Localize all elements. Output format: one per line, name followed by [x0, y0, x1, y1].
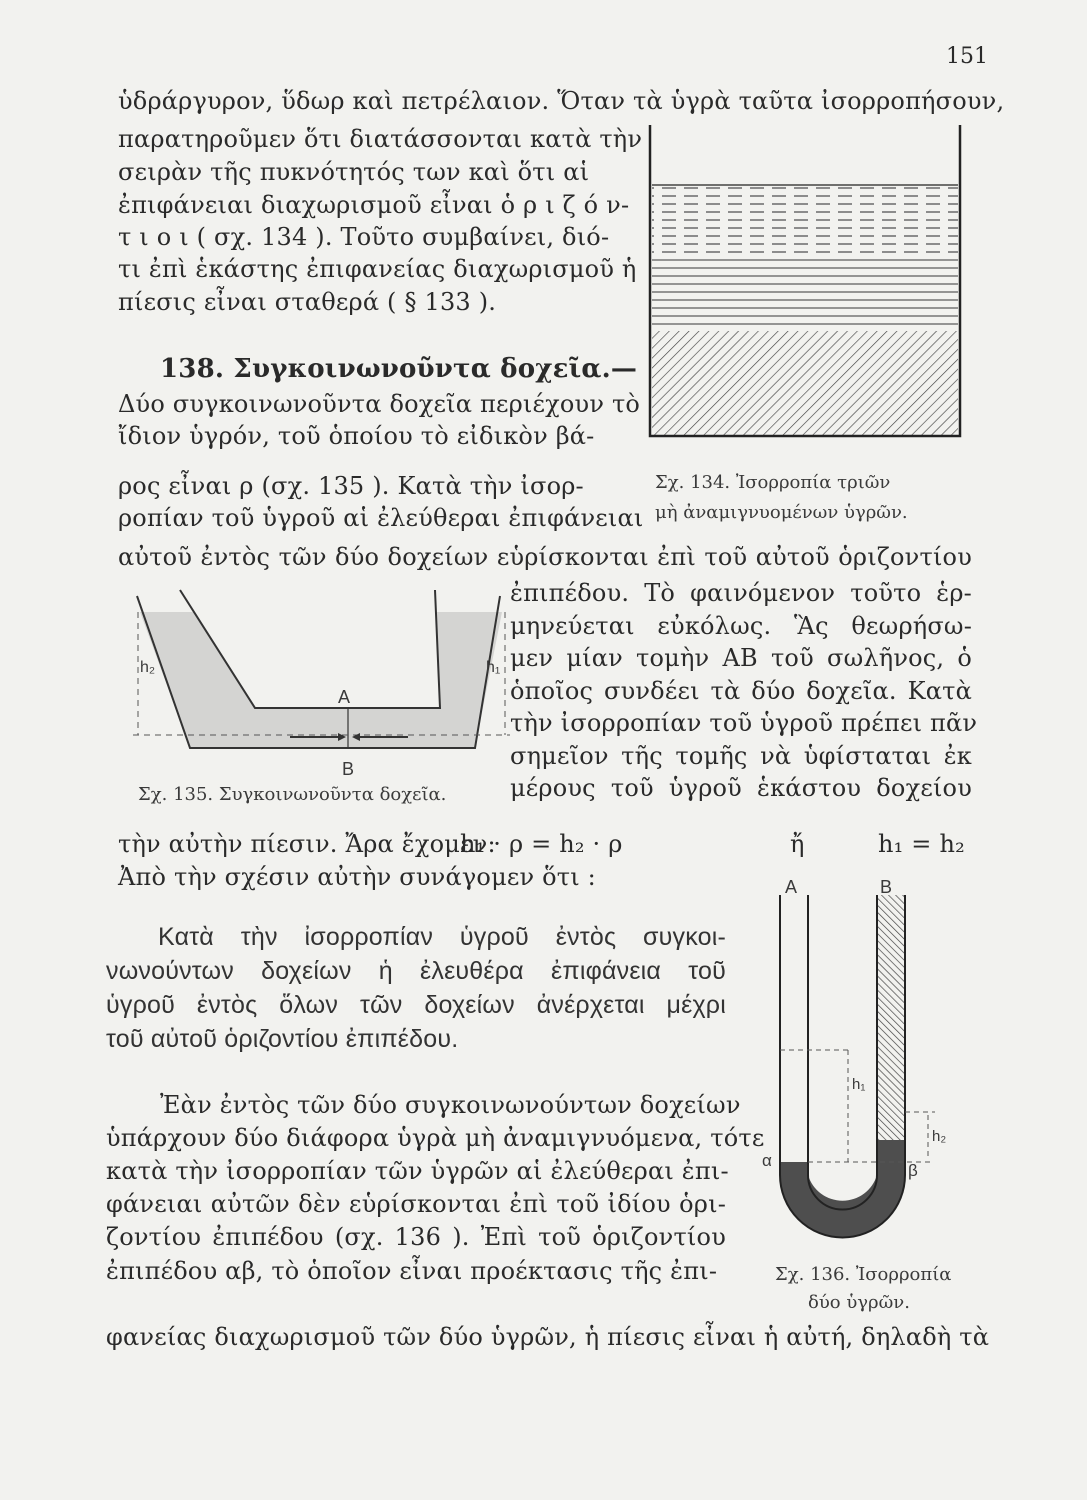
text-line: ἴδιον ὑγρόν, τοῦ ὁποίου τὸ εἰδικὸν βά-	[118, 422, 595, 450]
section-heading: 138. Συγκοινωνοῦντα δοχεῖα.—	[160, 354, 638, 384]
figure-135-communicating-vessels	[133, 590, 510, 748]
text-line: κατὰ τὴν ἰσορροπίαν τῶν ὑγρῶν αἱ ἐλεύθεραι ἐπι-	[106, 1157, 729, 1185]
rule-line: Κατὰ τὴν ἰσορροπίαν ὑγροῦ ἐντὸς συγκοι-	[158, 923, 726, 951]
light-liquid-column	[877, 895, 905, 1140]
mercury	[780, 1140, 905, 1238]
text-line: ὁποῖος συνδέει τὰ δύο δοχεῖα. Κατὰ	[510, 677, 972, 705]
label-b-top: B	[880, 877, 893, 897]
label-a: A	[338, 687, 351, 707]
label-a-top: A	[785, 877, 798, 897]
text-line: ὑπάρχουν δύο διάφορα ὑγρὰ μὴ ἀναμιγνυόμενα, τότε	[106, 1124, 765, 1152]
label-h2: h₂	[140, 659, 156, 676]
figure-134-caption: Σχ. 134. Ἰσορροπία τριῶν	[655, 472, 891, 493]
text-line: τὴν αὐτὴν πίεσιν. Ἄρα ἔχομεν:	[118, 830, 496, 858]
label-beta: β	[908, 1161, 918, 1180]
label-h2: h₂	[932, 1128, 947, 1145]
label-h1: h₁	[486, 659, 501, 676]
figure-134-caption: μὴ ἀναμιγνυομένων ὑγρῶν.	[655, 502, 908, 523]
text-line: ἐπιπέδου. Τὸ φαινόμενον τοῦτο ἑρ-	[510, 579, 972, 607]
text-line: ζοντίου ἐπιπέδου (σχ. 136 ). Ἐπὶ τοῦ ὁριζοντίου	[106, 1223, 726, 1251]
figure-136-caption: Σχ. 136. Ἰσορροπία	[775, 1264, 952, 1285]
text-line: φανείας διαχωρισμοῦ τῶν δύο ὑγρῶν, ἡ πίεσις εἶναι ἡ αὐτή, δηλαδὴ τὰ	[106, 1323, 990, 1351]
equation: h₁ = h₂	[878, 830, 965, 858]
figure-136-u-tube	[780, 895, 935, 1238]
text-line: πίεσις εἶναι σταθερά ( § 133 ).	[118, 288, 497, 316]
rule-line: νωνούντων δοχείων ἡ ἐλευθέρα ἐπιφάνεια τοῦ	[106, 957, 726, 985]
text-line: φάνειαι αὐτῶν δὲν εὑρίσκονται ἐπὶ τοῦ ἰδίου ὁρι-	[106, 1190, 726, 1218]
figure-136-caption: δύο ὑγρῶν.	[808, 1292, 910, 1313]
text-line: παρατηροῦμεν ὅτι διατάσσονται κατὰ τὴν	[118, 125, 643, 153]
text-line: σειρὰν τῆς πυκνότητός των καὶ ὅτι αἱ	[118, 158, 590, 186]
figure-135-caption: Σχ. 135. Συγκοινωνοῦντα δοχεῖα.	[138, 784, 447, 805]
text-line: Ἐὰν ἐντὸς τῶν δύο συγκοινωνούντων δοχείων	[160, 1091, 741, 1119]
liquid-layer-middle	[652, 253, 958, 331]
text-line: τὴν ἰσορροπίαν τοῦ ὑγροῦ πρέπει πᾶν	[510, 709, 978, 737]
equation: h₁ · ρ = h₂ · ρ	[460, 830, 623, 858]
liquid-layer-bottom	[652, 331, 958, 435]
label-h1: h₁	[852, 1076, 866, 1093]
liquid-layer-top	[652, 185, 958, 253]
text-line: Ἀπὸ τὴν σχέσιν αὐτὴν συνάγομεν ὅτι :	[118, 863, 596, 891]
page-number: 151	[946, 44, 988, 69]
text-line: τ ι ο ι ( σχ. 134 ). Τοῦτο συμβαίνει, διό-	[118, 223, 610, 251]
text-line: ρος εἶναι ρ (σχ. 135 ). Κατὰ τὴν ἰσορ-	[118, 472, 584, 500]
rule-line: ὑγροῦ ἐντὸς ὅλων τῶν δοχείων ἀνέρχεται μέχρι	[106, 991, 726, 1019]
text-line: σημεῖον τῆς τομῆς νὰ ὑφίσταται ἐκ	[510, 742, 972, 770]
label-alpha: α	[762, 1151, 772, 1170]
rule-line: τοῦ αὐτοῦ ὁριζοντίου ἐπιπέδου.	[106, 1025, 459, 1053]
text-line: αὐτοῦ ἐντὸς τῶν δύο δοχείων εὑρίσκονται ἐπὶ τοῦ αὐτοῦ ὁριζοντίου	[118, 543, 972, 571]
text-line: Δύο συγκοινωνοῦντα δοχεῖα περιέχουν τὸ	[118, 390, 641, 418]
text-line: ροπίαν τοῦ ὑγροῦ αἱ ἐλεύθεραι ἐπιφάνειαι	[118, 504, 644, 532]
text-line: τι ἐπὶ ἑκάστης ἐπιφανείας διαχωρισμοῦ ἡ	[118, 255, 637, 283]
text-line: μηνεύεται εὐκόλως. Ἃς θεωρήσω-	[510, 612, 972, 640]
equation-or: ἤ	[790, 830, 805, 858]
text-line: ὑδράργυρον, ὕδωρ καὶ πετρέλαιον. Ὅταν τὰ ὑγρὰ ταῦτα ἰσορροπήσουν,	[118, 87, 1005, 115]
text-line: ἐπιφάνειαι διαχωρισμοῦ εἶναι ὁ ρ ι ζ ό ν-	[118, 191, 630, 219]
text-line: ἐπιπέδου αβ, τὸ ὁποῖον εἶναι προέκτασις τῆς ἐπι-	[106, 1257, 718, 1285]
figure-134-three-liquids	[650, 125, 960, 436]
text-line: μέρους τοῦ ὑγροῦ ἑκάστου δοχείου	[510, 774, 972, 802]
label-b: B	[342, 759, 355, 779]
text-line: μεν μίαν τομὴν AB τοῦ σωλῆνος, ὁ	[510, 644, 972, 672]
